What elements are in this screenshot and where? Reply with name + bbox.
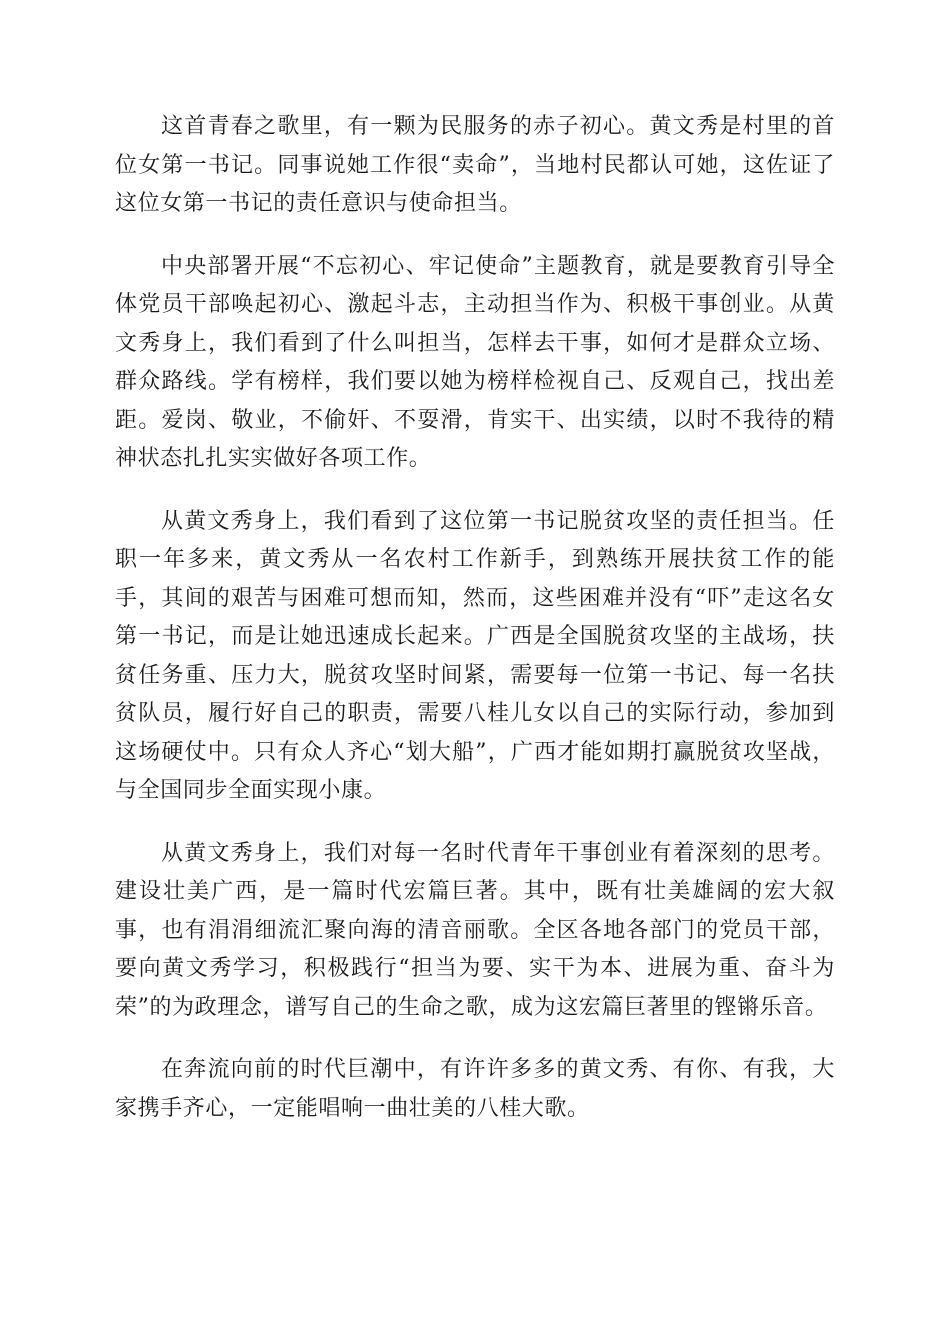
paragraph-2: 中央部署开展“不忘初心、牢记使命”主题教育，就是要教育引导全体党员干部唤起初心、激起斗志，主动担当作为、积极干事创业。从黄文秀身上，我们看到了什么叫担当，怎样去干事，如何才是群众立场、群众路线。学有榜样，我们要以她为榜样检视自己、反观自己，找出差距。爱岗、敬业，不偷奸、不耍滑，肯实干、出实绩，以时不我待的精神状态扎扎实实做好各项工作。	[115, 253, 835, 471]
paragraph-3: 从黄文秀身上，我们看到了这位第一书记脱贫攻坚的责任担当。任职一年多来，黄文秀从一名农村工作新手，到熟练开展扶贫工作的能手，其间的艰苦与困难可想而知，然而，这些困难并没有“吓”走这名女第一书记，而是让她迅速成长起来。广西是全国脱贫攻坚的主战场，扶贫任务重、压力大，脱贫攻坚时间紧，需要每一位第一书记、每一名扶贫队员，履行好自己的职责，需要八桂儿女以自己的实际行动，参加到这场硬仗中。只有众人齐心“划大船”，广西才能如期打赢脱贫攻坚战，与全国同步全面实现小康。	[115, 508, 835, 803]
paragraph-5: 在奔流向前的时代巨潮中，有许许多多的黄文秀、有你、有我，大家携手齐心，一定能唱响一曲壮美的八桂大歌。	[115, 1057, 835, 1121]
paragraph-4: 从黄文秀身上，我们对每一名时代青年干事创业有着深刻的思考。建设壮美广西，是一篇时代宏篇巨著。其中，既有壮美雄阔的宏大叙事，也有涓涓细流汇聚向海的清音丽歌。全区各地各部门的党员干部，要向黄文秀学习，积极践行“担当为要、实干为本、进展为重、奋斗为荣”的为政理念，谱写自己的生命之歌，成为这宏篇巨著里的铿锵乐音。	[115, 840, 835, 1020]
document-page	[115, 108, 835, 1152]
paragraph-1: 这首青春之歌里，有一颗为民服务的赤子初心。黄文秀是村里的首位女第一书记。同事说她工作很“卖命”，当地村民都认可她，这佐证了这位女第一书记的责任意识与使命担当。	[115, 114, 835, 216]
